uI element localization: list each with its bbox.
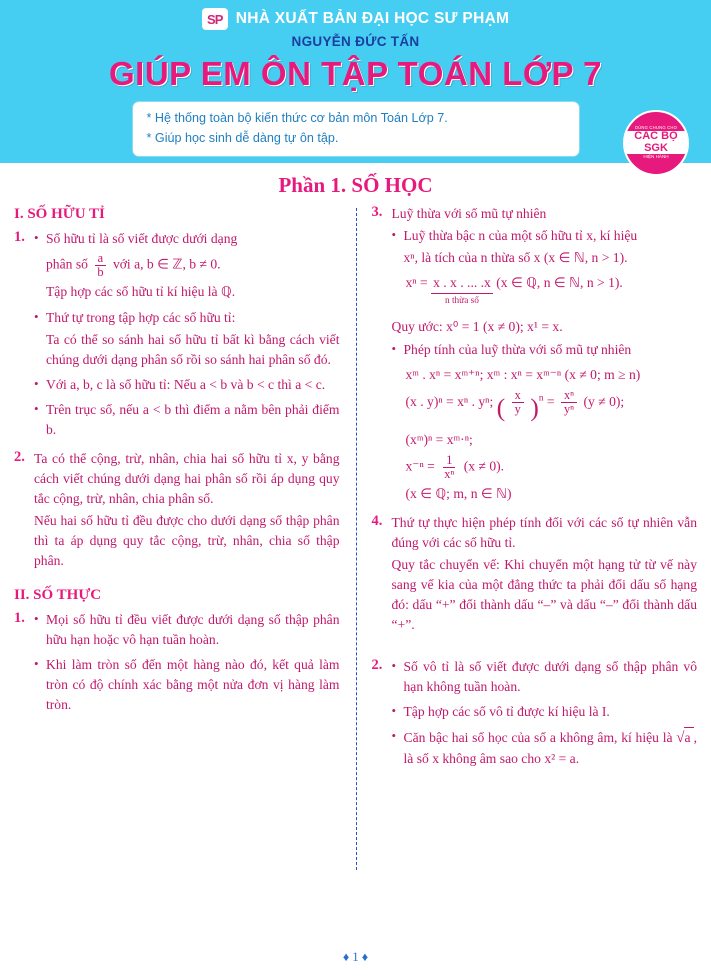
- text-line: Với a, b, c là số hữu tỉ: Nếu a < b và b < c thì a < c.: [46, 376, 326, 392]
- publisher-row: [0, 8, 711, 30]
- equals-sign: =: [546, 393, 555, 409]
- publisher-name: NHÀ XUẤT BẢN ĐẠI HỌC SƯ PHẠM: [235, 10, 510, 27]
- feature-box: [132, 101, 580, 157]
- fraction-denominator: xⁿ: [444, 466, 455, 481]
- text-line: Khi làm tròn số đến một hàng nào đó, kết quả làm tròn có độ chính xác bằng một nửa đơn vị hàng làm tròn.: [46, 656, 340, 712]
- bullet-dot-icon: •: [34, 309, 39, 324]
- text-line: Thứ tự thực hiện phép tính đối với các số tự nhiên vẫn đúng với các số hữu tỉ.: [391, 515, 697, 551]
- section-title-so-huu-ti: I. SỐ HỮU TỈ: [14, 206, 105, 223]
- sgk-seal-icon: [623, 110, 689, 176]
- underbrace-group: [431, 273, 493, 309]
- seal-line-1: DÙNG CHUNG CHO: [634, 124, 678, 130]
- page-number: ♦ 1 ♦: [342, 950, 369, 964]
- text-part: , là số x không âm sao cho x² = a.: [403, 729, 697, 766]
- fraction-denominator: y: [514, 402, 521, 417]
- bullet-dot-icon: •: [34, 375, 39, 391]
- bullet-dot-icon: •: [391, 727, 397, 743]
- left-column: [14, 204, 356, 894]
- header-band: [0, 0, 711, 163]
- bullet-dot-icon: •: [34, 400, 39, 416]
- text-line: xⁿ, là tích của n thừa số x (x ∈ ℕ, n > 1).: [403, 249, 628, 265]
- item-I-3: [372, 204, 698, 507]
- left-paren: (: [496, 392, 506, 422]
- fraction-a-over-b: [94, 252, 106, 279]
- sqrt-icon: √: [676, 729, 685, 746]
- book-title: GIÚP EM ÔN TẬP TOÁN LỚP 7: [109, 55, 602, 92]
- text-line: Mọi số hữu tỉ đều viết được dưới dạng số thập phân hữu hạn hoặc vô hạn tuần hoàn.: [46, 611, 340, 647]
- text-line: Số vô tỉ là số viết được dưới dạng số thập phân vô hạn không tuần hoàn.: [403, 658, 697, 694]
- formula-power-rules-3: (xᵐ)ⁿ = xᵐ·ⁿ;: [405, 432, 473, 448]
- item-I-4: [372, 513, 698, 637]
- text-line: Ta có thể so sánh hai số hữu tỉ bất kì bằng cách viết chúng dưới dạng phân số rồi so sánh hai phân số đó.: [46, 331, 340, 367]
- text-part: Căn bậc hai số học của số a không âm, kí hiệu là: [403, 729, 673, 745]
- exponent-n: n: [538, 392, 544, 403]
- author-name: NGUYỄN ĐỨC TẤN: [291, 34, 420, 49]
- part-title: Phần 1. SỐ HỌC: [278, 173, 433, 198]
- item-number: 2.: [371, 656, 383, 673]
- formula-phan-so: [46, 252, 340, 279]
- fraction-numerator: xⁿ: [561, 389, 577, 403]
- text-line: Quy tắc chuyển vế: Khi chuyển một hạng tử từ vế này sang vế kia của một đẳng thức ta phải đổi dấu số hạng đó: dấu “+” đổi thành dấu “–” và dấu “–” đổi thành dấu “+”.: [391, 557, 697, 633]
- item-number: 1.: [14, 229, 25, 246]
- text-line: Tập hợp các số vô tỉ được kí hiệu là I.: [403, 703, 610, 719]
- feature-bullet-1: * Hệ thống toàn bộ kiến thức cơ bản môn Toán Lớp 7.: [146, 111, 448, 125]
- column-divider: [356, 208, 357, 870]
- feature-bullet-2: * Giúp học sinh dễ dàng tự ôn tập.: [146, 130, 339, 145]
- formula-lhs: xⁿ =: [405, 274, 428, 290]
- fraction-1-over-xn: [441, 454, 457, 481]
- right-column: [356, 204, 698, 894]
- text-line: Tập hợp các số hữu tỉ kí hiệu là ℚ.: [46, 284, 236, 300]
- formula-power-rules-1: xᵐ . xⁿ = xᵐ⁺ⁿ; xᵐ : xⁿ = xᵐ⁻ⁿ (x ≠ 0; m ≥ n): [405, 367, 641, 383]
- publisher-logo-icon: SP: [202, 8, 228, 30]
- formula-condition: (y ≠ 0);: [583, 393, 625, 409]
- bullet-dot-icon: •: [34, 230, 39, 246]
- fraction-numerator: x: [512, 389, 524, 403]
- bullet-dot-icon: •: [34, 610, 39, 626]
- formula-power-rules-4: [406, 454, 698, 481]
- text-line: Ta có thể cộng, trừ, nhân, chia hai số hữu tỉ x, y bằng cách viết chúng dưới dạng hai phân số rồi áp dụng quy tắc cộng, trừ, nhân, chia phân số.: [34, 450, 340, 506]
- item-II-2: [372, 657, 698, 773]
- fraction-xn-over-yn: [561, 389, 577, 416]
- right-paren: ): [530, 392, 539, 422]
- item-number: 3.: [371, 204, 383, 221]
- subsection-title-luy-thua: Luỹ thừa với số mũ tự nhiên: [391, 206, 547, 222]
- seal-line-3: HIỆN HÀNH: [643, 154, 669, 160]
- formula-condition: (x ≠ 0).: [463, 458, 505, 474]
- bullet-dot-icon: •: [391, 702, 397, 718]
- fraction-denominator: b: [97, 265, 104, 280]
- fraction-denominator: yⁿ: [563, 402, 575, 417]
- formula-condition: (x ∈ ℚ, n ∈ ℕ, n > 1).: [496, 274, 623, 290]
- underbrace-label: n thừa số: [444, 296, 479, 307]
- formula-power-rules-2: [406, 389, 698, 428]
- section-title-so-thuc: II. SỐ THỰC: [14, 586, 102, 603]
- item-number: 1.: [14, 609, 25, 626]
- formula-prefix: phân số: [46, 256, 88, 272]
- bullet-dot-icon: •: [34, 655, 39, 671]
- text-line: Số hữu tỉ là số viết được dưới dạng: [46, 231, 238, 247]
- item-number: 2.: [14, 448, 25, 465]
- formula-definition: [406, 273, 698, 309]
- item-number: 4.: [371, 513, 383, 530]
- fraction-numerator: 1: [443, 454, 455, 468]
- formula-suffix: với a, b ∈ ℤ, b ≠ 0.: [112, 256, 221, 272]
- text-line: Thứ tự trong tập hợp các số hữu tỉ:: [46, 310, 236, 325]
- item-II-1: [14, 610, 340, 719]
- fraction-numerator: a: [95, 252, 107, 266]
- seal-line-2: CÁC BỘ SGK: [625, 131, 687, 154]
- item-I-2: [14, 449, 340, 573]
- formula-power-rules-5: (x ∈ ℚ; m, n ∈ ℕ): [405, 485, 512, 501]
- formula-part: (x . y)ⁿ = xⁿ . yⁿ;: [405, 393, 494, 409]
- item-I-1: [14, 229, 340, 444]
- bullet-dot-icon: •: [391, 657, 397, 673]
- text-line: Phép tính của luỹ thừa với số mũ tự nhiên: [403, 342, 632, 358]
- text-quy-uoc: Quy ước: x⁰ = 1 (x ≠ 0); x¹ = x.: [391, 319, 563, 335]
- radicand: a: [684, 727, 694, 748]
- text-line-with-radical: [404, 727, 698, 769]
- content-body: [0, 204, 711, 894]
- bullet-dot-icon: •: [391, 227, 397, 242]
- text-line: Luỹ thừa bậc n của một số hữu tỉ x, kí hiệu: [403, 228, 638, 243]
- text-line: Trên trục số, nếu a < b thì điểm a nằm bên phải điểm b.: [46, 401, 340, 437]
- formula-part: x⁻ⁿ =: [405, 458, 435, 474]
- fraction-x-over-y: [512, 389, 524, 416]
- underbrace-expr: x . x . ... .x: [431, 273, 493, 294]
- bullet-dot-icon: •: [391, 341, 397, 357]
- text-line: Nếu hai số hữu tỉ đều được cho dưới dạng số thập phân thì ta áp dụng quy tắc cộng, trừ, nhân, chia số thập phân.: [34, 512, 340, 568]
